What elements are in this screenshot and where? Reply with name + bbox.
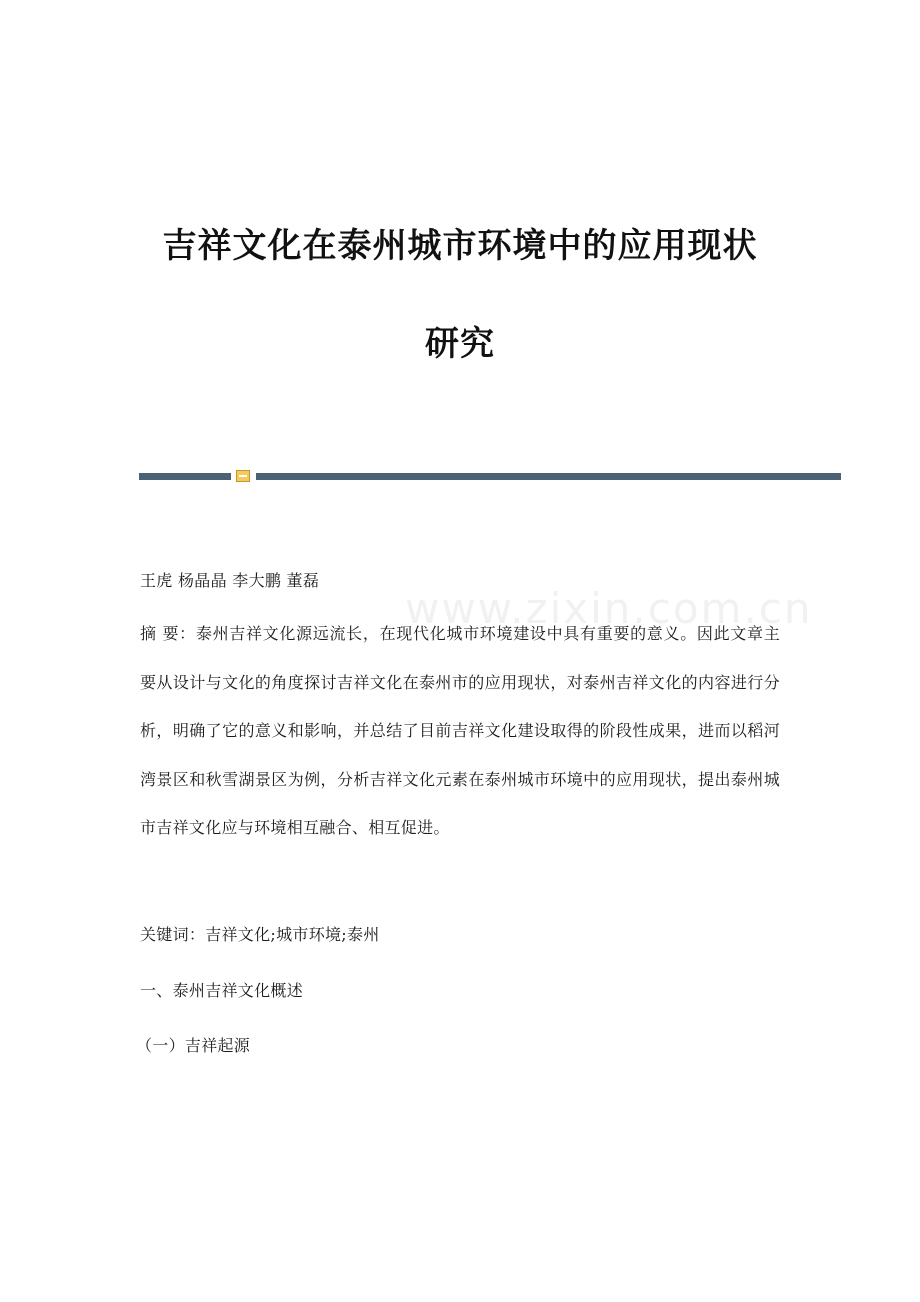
divider-ornament-icon [236,470,250,482]
document-title-line-2: 研究 [425,324,495,364]
keywords: 关键词：吉祥文化;城市环境;泰州 [140,925,380,944]
abstract: 摘 要：泰州吉祥文化源远流长，在现代化城市环境建设中具有重要的意义。因此文章主要从设计与文化的角度探讨吉祥文化在泰州市的应用现状，对泰州吉祥文化的内容进行分析，明确了它的意义和影响，并总结了目前吉祥文化建设取得的阶段性成果，进而以稻河湾景区和秋雪湖景区为例，分析吉祥文化元素在泰州城市环境中的应用现状，提出泰州城市吉祥文化应与环境相互融合、相互促进。 [140,624,780,837]
document-title-line-1: 吉祥文化在泰州城市环境中的应用现状 [162,226,758,266]
subsection-heading: （一）吉祥起源 [136,1036,251,1055]
watermark: www.zixin.com.cn [405,584,813,633]
authors: 王虎 杨晶晶 李大鹏 董磊 [140,571,320,590]
title-divider [139,470,841,482]
divider-bar-right [256,473,841,480]
section-heading: 一、泰州吉祥文化概述 [140,981,304,1000]
divider-bar-left [139,473,231,480]
